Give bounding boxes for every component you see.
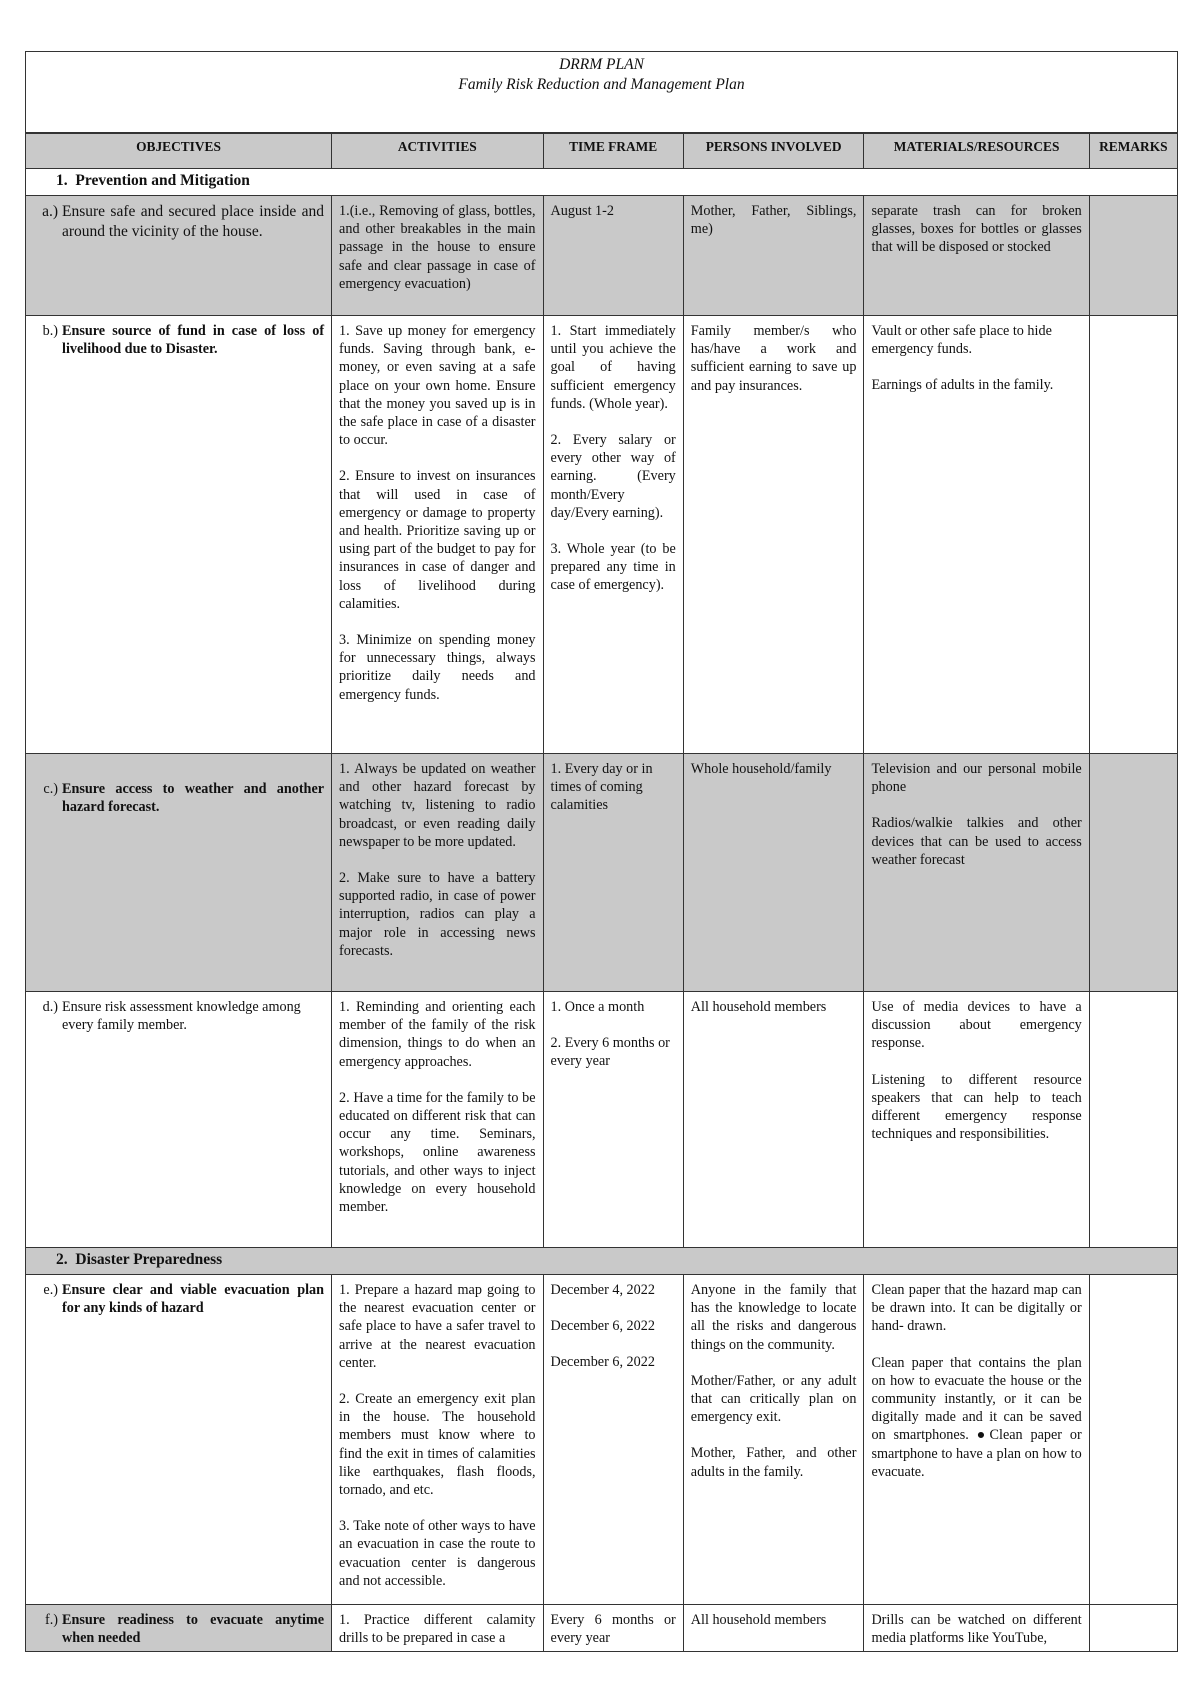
objective-text: Ensure access to weather and another hazard forecast.	[62, 781, 325, 816]
time-frame-text: 1. Once a month	[550, 999, 645, 1015]
persons-text: Whole household/family	[690, 761, 832, 777]
materials-text: Clean paper that the hazard map can be drawn into. It can be digitally or hand- drawn.	[871, 1282, 1082, 1335]
time-frame-cell	[543, 754, 683, 992]
header-persons-involved: PERSONS INVOLVED	[683, 133, 864, 169]
activity-text: 2. Ensure to invest on insurances that will used in case of emergency or damage to property and health. Prioritize saving up or using part of the budget to pay for insurances in case of danger and loss of livelihood during calamities.	[339, 468, 536, 612]
title-cell	[26, 52, 1178, 134]
plan-page	[25, 51, 1178, 1652]
persons-cell	[683, 316, 864, 754]
document-title: DRRM PLAN	[559, 56, 644, 73]
remarks-cell	[1089, 316, 1177, 754]
section-row-prevention	[26, 169, 1178, 196]
activity-text: 1.(i.e., Removing of glass, bottles, and other breakables in the main passage in the house to ensure safe and clear passage in case of emergency evacuation)	[339, 203, 536, 292]
time-frame-text: 1. Every day or in times of coming calamities	[550, 761, 653, 814]
table-row	[26, 316, 1178, 754]
activity-text: 1. Always be updated on weather and other hazard forecast by watching tv, listening to radio broadcast, or even reading daily newspaper to be more updated.	[339, 761, 536, 850]
activity-text: 2. Make sure to have a battery supported radio, in case of power interruption, radios can play a major role in accessing news forecasts.	[339, 870, 536, 959]
objective-cell	[26, 754, 332, 992]
materials-cell	[864, 754, 1089, 992]
section-title: Prevention and Mitigation	[75, 172, 250, 189]
title-row	[26, 52, 1178, 134]
materials-cell	[864, 992, 1089, 1248]
time-frame-text: August 1-2	[550, 203, 614, 219]
persons-text: Family member/s who has/have a work and sufficient earning to save up and pay insurances.	[690, 323, 857, 394]
persons-text: Mother/Father, or any adult that can critically plan on emergency exit.	[690, 1372, 857, 1426]
activities-cell	[332, 754, 543, 992]
activities-cell	[332, 1275, 543, 1605]
persons-cell	[683, 992, 864, 1248]
materials-text: Radios/walkie talkies and other devices that can be used to access weather forecast	[871, 815, 1082, 868]
persons-cell	[683, 1605, 864, 1652]
header-objectives: OBJECTIVES	[26, 133, 332, 169]
time-frame-cell	[543, 1605, 683, 1652]
materials-text: separate trash can for broken glasses, boxes for bottles or glasses that will be disposed or stocked	[871, 203, 1082, 256]
section-number: 2.	[56, 1251, 68, 1268]
row-label: d.)	[42, 999, 58, 1015]
header-row	[26, 133, 1178, 169]
time-frame-text: 3. Whole year (to be prepared any time in case of emergency).	[550, 541, 676, 594]
table-row	[26, 196, 1178, 316]
activity-text: 3. Take note of other ways to have an evacuation in case the route to evacuation center is dangerous and not accessible.	[339, 1518, 536, 1589]
activity-text: 2. Create an emergency exit plan in the house. The household members must know where to find the exit in times of calamities like earthquakes, flash floods, tornado, and etc.	[339, 1391, 536, 1499]
objective-text: Ensure safe and secured place inside and around the vicinity of the house.	[62, 203, 325, 240]
activity-text: 1. Practice different calamity drills to be prepared in case a	[339, 1612, 536, 1647]
persons-text: Anyone in the family that has the knowledge to locate all the risks and dangerous things on the community.	[690, 1282, 857, 1353]
time-frame-cell	[543, 1275, 683, 1605]
activity-text: 1. Reminding and orienting each member of the family of the risk dimension, things to do when an emergency approaches.	[339, 999, 536, 1070]
time-frame-text: Every 6 months or every year	[550, 1612, 676, 1647]
row-label: e.)	[43, 1282, 58, 1298]
materials-text: Use of media devices to have a discussion about emergency response.	[871, 999, 1082, 1052]
activity-text: 3. Minimize on spending money for unnecessary things, always prioritize daily needs and emergency funds.	[339, 632, 536, 703]
materials-cell	[864, 1275, 1089, 1605]
materials-cell	[864, 316, 1089, 754]
materials-text: Vault or other safe place to hide emergency funds.	[871, 323, 1052, 358]
activity-text: 1. Save up money for emergency funds. Saving through bank, e- money, or even saving at a safe place on your own home. Ensure that the money you saved up is in the safe place in case of a disaster to occur.	[339, 323, 536, 449]
persons-text: Mother, Father, Siblings, me)	[690, 203, 857, 238]
persons-cell	[683, 196, 864, 316]
remarks-cell	[1089, 1605, 1177, 1652]
remarks-cell	[1089, 754, 1177, 992]
activities-cell	[332, 196, 543, 316]
objective-cell	[26, 1275, 332, 1605]
time-frame-text: December 4, 2022	[550, 1282, 655, 1298]
header-time-frame: TIME FRAME	[543, 133, 683, 169]
time-frame-text: 2. Every salary or every other way of earning. (Every month/Every day/Every earning).	[550, 432, 676, 521]
time-frame-cell	[543, 316, 683, 754]
row-label: b.)	[42, 323, 58, 339]
objective-text: Ensure risk assessment knowledge among every family member.	[62, 999, 301, 1034]
materials-text: Drills can be watched on different media platforms like YouTube,	[871, 1612, 1082, 1647]
persons-text: All household members	[690, 999, 827, 1015]
objective-cell	[26, 316, 332, 754]
objective-cell	[26, 1605, 332, 1652]
objective-text: Ensure source of fund in case of loss of livelihood due to Disaster.	[62, 323, 325, 358]
activities-cell	[332, 1605, 543, 1652]
persons-text: All household members	[690, 1612, 827, 1628]
time-frame-text: 1. Start immediately until you achieve the goal of having sufficient emergency funds. (Whole year).	[550, 323, 676, 412]
remarks-cell	[1089, 992, 1177, 1248]
time-frame-cell	[543, 196, 683, 316]
activity-text: 1. Prepare a hazard map going to the nearest evacuation center or safe place to have a safer travel to arrive at the nearest evacuation center.	[339, 1282, 536, 1371]
header-remarks: REMARKS	[1089, 133, 1177, 169]
section-row-preparedness	[26, 1248, 1178, 1275]
materials-cell	[864, 1605, 1089, 1652]
activities-cell	[332, 316, 543, 754]
objective-text: Ensure clear and viable evacuation plan for any kinds of hazard	[62, 1282, 325, 1317]
header-materials-resources: MATERIALS/RESOURCES	[864, 133, 1089, 169]
materials-cell	[864, 196, 1089, 316]
activity-text: 2. Have a time for the family to be educated on different risk that can occur any time. Seminars, workshops, online awareness tutorials, and other ways to inject knowledge on every household member.	[339, 1089, 536, 1216]
drrm-plan-table	[25, 51, 1178, 1652]
activities-cell	[332, 992, 543, 1248]
row-label: a.)	[42, 203, 58, 220]
table-row	[26, 1605, 1178, 1652]
materials-text: Television and our personal mobile phone	[871, 761, 1082, 796]
document-subtitle: Family Risk Reduction and Management Plan	[458, 76, 745, 93]
persons-cell	[683, 754, 864, 992]
remarks-cell	[1089, 196, 1177, 316]
remarks-cell	[1089, 1275, 1177, 1605]
row-label: f.)	[45, 1612, 58, 1628]
section-number: 1.	[56, 172, 68, 189]
section-title: Disaster Preparedness	[75, 1251, 223, 1268]
objective-cell	[26, 992, 332, 1248]
persons-cell	[683, 1275, 864, 1605]
time-frame-text: 2. Every 6 months or every year	[550, 1035, 670, 1070]
section-heading	[26, 169, 1178, 196]
header-activities: ACTIVITIES	[332, 133, 543, 169]
objective-text: Ensure readiness to evacuate anytime when needed	[62, 1612, 325, 1647]
table-row	[26, 992, 1178, 1248]
time-frame-text: December 6, 2022	[550, 1354, 655, 1371]
row-label: c.)	[43, 781, 58, 797]
section-heading	[26, 1248, 1178, 1275]
materials-text: Clean paper that contains the plan on how to evacuate the house or the community instantly, or it can be digitally made and it can be saved on smartphones. ●Clean paper or smartphone to have a plan on how to evacuate.	[871, 1354, 1082, 1480]
materials-text: Earnings of adults in the family.	[871, 377, 1054, 394]
materials-text: Listening to different resource speakers that can help to teach different emergency response techniques and responsibilities.	[871, 1071, 1082, 1143]
time-frame-cell	[543, 992, 683, 1248]
table-row	[26, 754, 1178, 992]
persons-text: Mother, Father, and other adults in the family.	[690, 1445, 857, 1480]
objective-cell	[26, 196, 332, 316]
time-frame-text: December 6, 2022	[550, 1318, 655, 1335]
table-row	[26, 1275, 1178, 1605]
